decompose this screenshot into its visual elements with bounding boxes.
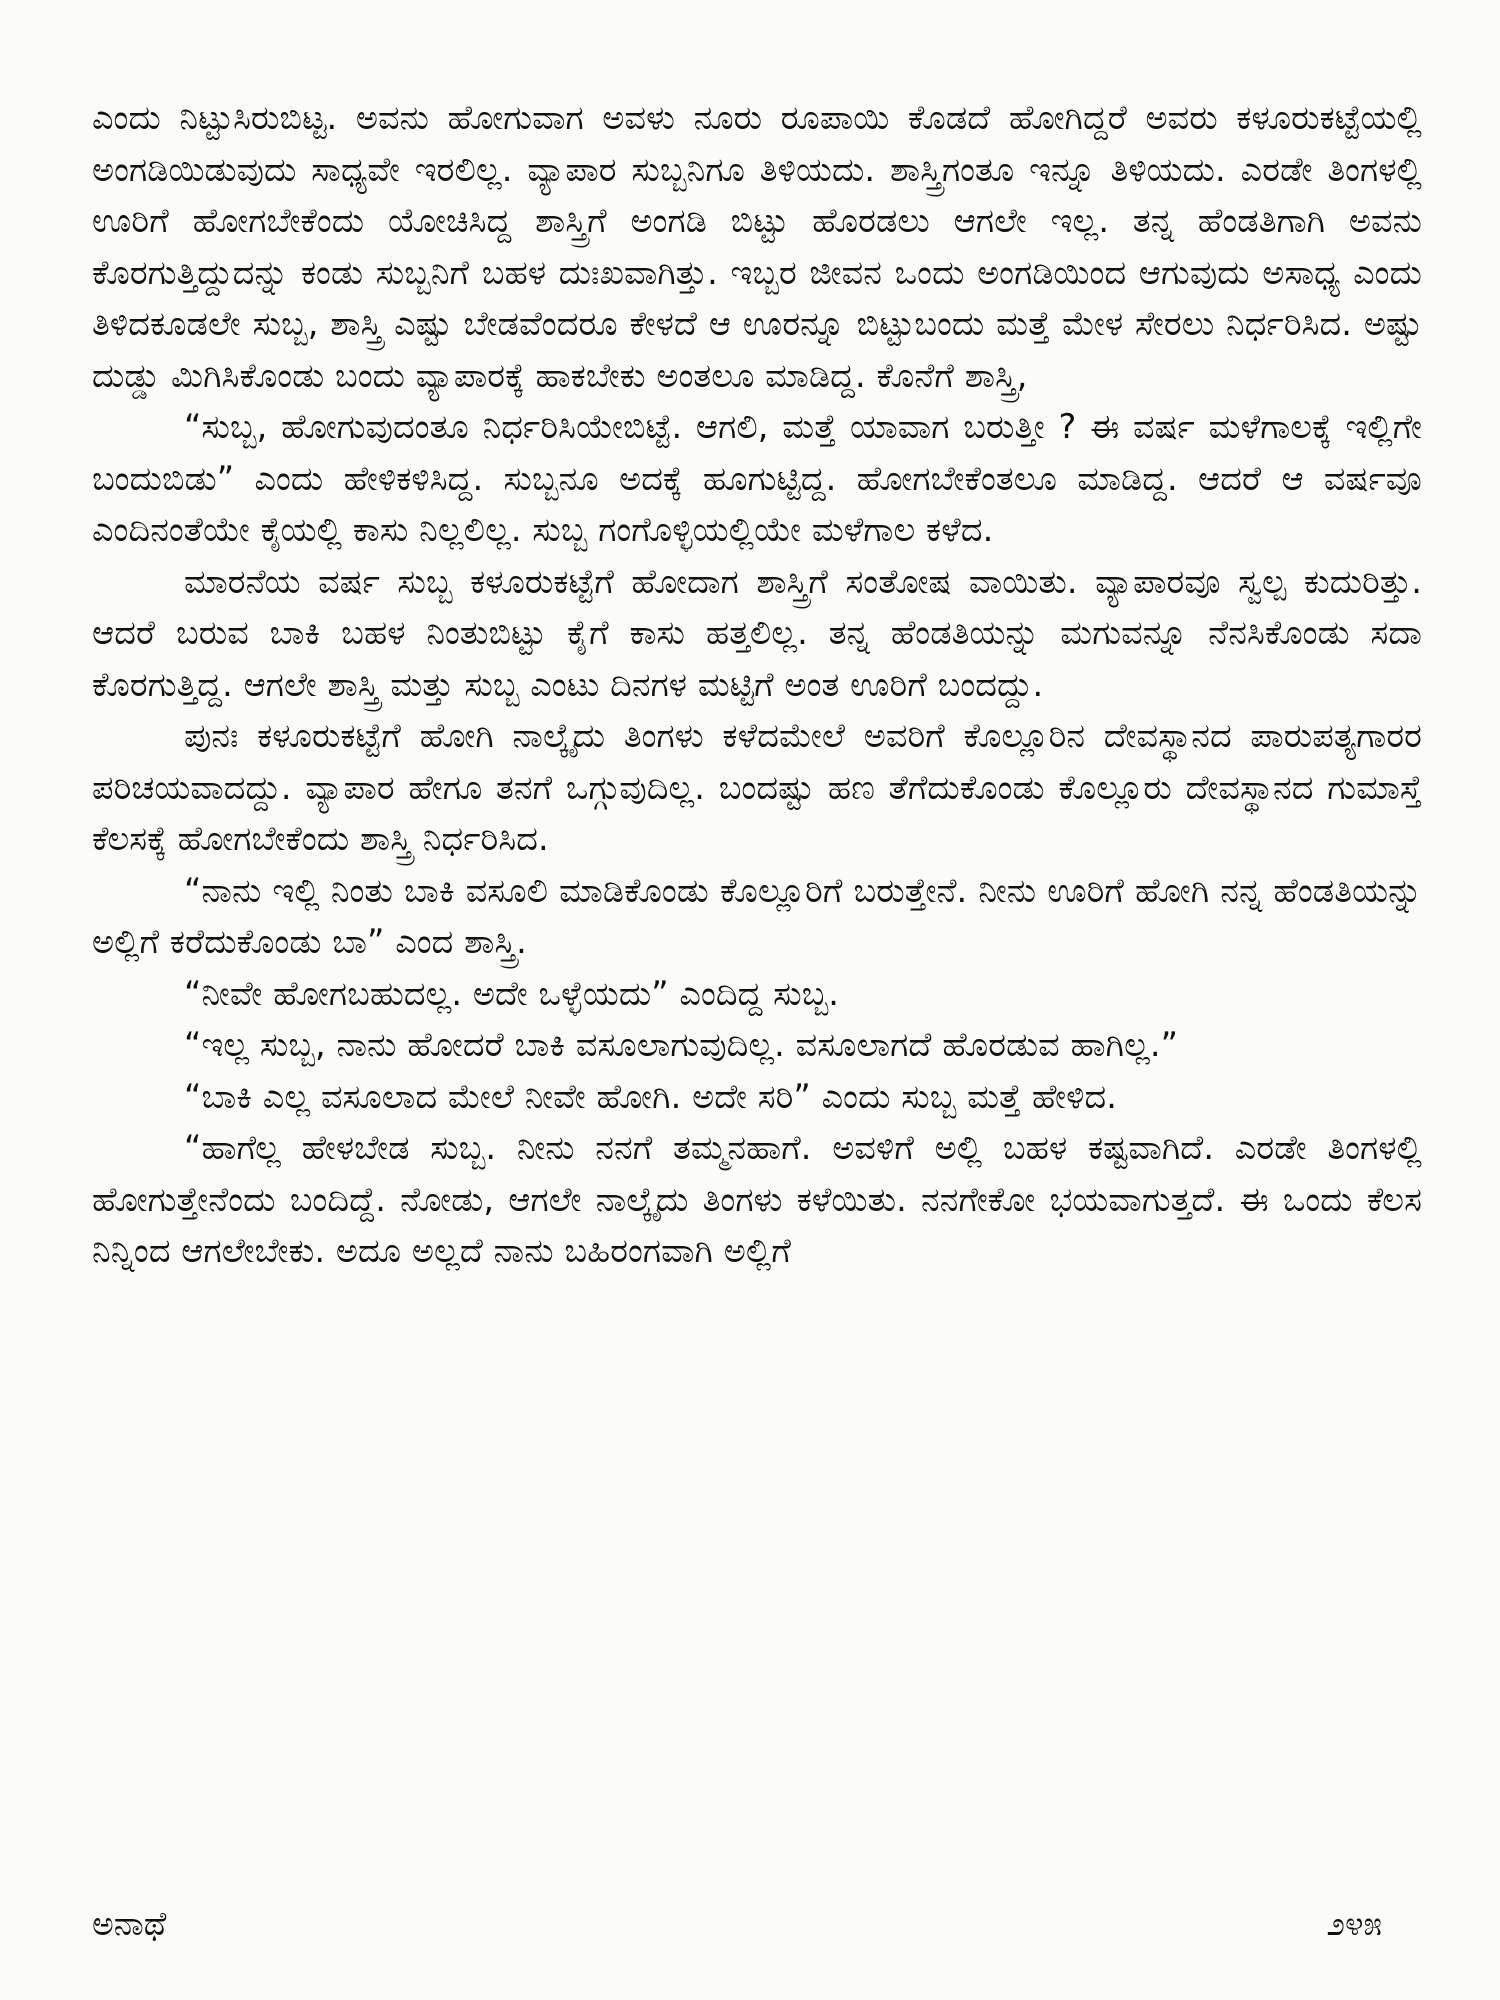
paragraph-7: “ಇಲ್ಲ ಸುಬ್ಬ, ನಾನು ಹೋದರೆ ಬಾಕಿ ವಸೂಲಾಗುವುದಿಲ್ಲ. ವಸೂಲಾಗದೆ ಹೊರಡುವ ಹಾಗಿಲ್ಲ.” [184,1025,1179,1064]
paragraph-2: “ಸುಬ್ಬ, ಹೋಗುವುದಂತೂ ನಿರ್ಧರಿಸಿಯೇಬಿಟ್ಟೆ. ಆಗಲಿ, ಮತ್ತೆ ಯಾವಾಗ ಬರುತ್ತೀ ? ಈ ವರ್ಷ ಮಳೆಗಾಲಕ್ಕೆ ಇಲ್ಲಿಗೇ ಬಂದುಬಿಡು” ಎಂದು ಹೇಳಿಕಳಿಸಿದ್ದ. ಸುಬ್ಬನೂ ಅದಕ್ಕೆ ಹೂಗುಟ್ಟಿದ್ದ. ಹೋಗಬೇಕೆಂತಲೂ ಮಾಡಿದ್ದ. ಆದರೆ ಆ ವರ್ಷವೂ ಎಂದಿನಂತೆಯೇ ಕೈಯಲ್ಲಿ ಕಾಸು ನಿಲ್ಲಲಿಲ್ಲ. ಸುಬ್ಬ ಗಂಗೊಳ್ಳಿಯಲ್ಲಿಯೇ ಮಳೆಗಾಲ ಕಳೆದ. [92,407,1422,549]
paragraph-3: ಮಾರನೆಯ ವರ್ಷ ಸುಬ್ಬ ಕಳೂರುಕಟ್ಟೆಗೆ ಹೋದಾಗ ಶಾಸ್ತ್ರಿಗೆ ಸಂತೋಷ ವಾಯಿತು. ವ್ಯಾಪಾರವೂ ಸ್ವಲ್ಪ ಕುದುರಿತ್ತು. ಆದರೆ ಬರುವ ಬಾಕಿ ಬಹಳ ನಿಂತುಬಿಟ್ಟು ಕೈಗೆ ಕಾಸು ಹತ್ತಲಿಲ್ಲ. ತನ್ನ ಹೆಂಡತಿಯನ್ನು ಮಗುವನ್ನೂ ನೆನಸಿಕೊಂಡು ಸದಾ ಕೊರಗುತ್ತಿದ್ದ. ಆಗಲೇ ಶಾಸ್ತ್ರಿ ಮತ್ತು ಸುಬ್ಬ ಎಂಟು ದಿನಗಳ ಮಟ್ಟಿಗೆ ಅಂತ ಊರಿಗೆ ಬಂದದ್ದು. [92,561,1422,704]
paragraph-4: ಪುನಃ ಕಳೂರುಕಟ್ಟೆಗೆ ಹೋಗಿ ನಾಲ್ಕೈದು ತಿಂಗಳು ಕಳೆದಮೇಲೆ ಅವರಿಗೆ ಕೊಲ್ಲೂರಿನ ದೇವಸ್ಥಾನದ ಪಾರುಪತ್ಯಗಾರರ ಪರಿಚಯವಾದದ್ದು. ವ್ಯಾಪಾರ ಹೇಗೂ ತನಗೆ ಒಗ್ಗುವುದಿಲ್ಲ. ಬಂದಷ್ಟು ಹಣ ತೆಗೆದುಕೊಂಡು ಕೊಲ್ಲೂರು ದೇವಸ್ಥಾನದ ಗುಮಾಸ್ತೆ ಕೆಲಸಕ್ಕೆ ಹೋಗಬೇಕೆಂದು ಶಾಸ್ತ್ರಿ ನಿರ್ಧರಿಸಿದ. [92,716,1422,858]
paragraph-1: ಎಂದು ನಿಟ್ಟುಸಿರುಬಿಟ್ಟ. ಅವನು ಹೋಗುವಾಗ ಅವಳು ನೂರು ರೂಪಾಯಿ ಕೊಡದೆ ಹೋಗಿದ್ದರೆ ಅವರು ಕಳೂರುಕಟ್ಟೆಯಲ್ಲಿ ಅಂಗಡಿಯಿಡುವುದು ಸಾಧ್ಯವೇ ಇರಲಿಲ್ಲ. ವ್ಯಾಪಾರ ಸುಬ್ಬನಿಗೂ ತಿಳಿಯದು. ಶಾಸ್ತ್ರಿಗಂತೂ ಇನ್ನೂ ತಿಳಿಯದು. ಎರಡೇ ತಿಂಗಳಲ್ಲಿ ಊರಿಗೆ ಹೋಗಬೇಕೆಂದು ಯೋಚಿಸಿದ್ದ ಶಾಸ್ತ್ರಿಗೆ ಅಂಗಡಿ ಬಿಟ್ಟು ಹೊರಡಲು ಆಗಲೇ ಇಲ್ಲ. ತನ್ನ ಹೆಂಡತಿಗಾಗಿ ಅವನು ಕೊರಗುತ್ತಿದ್ದುದನ್ನು ಕಂಡು ಸುಬ್ಬನಿಗೆ ಬಹಳ ದುಃಖವಾಗಿತ್ತು. ಇಬ್ಬರ ಜೀವನ ಒಂದು ಅಂಗಡಿಯಿಂದ ಆಗುವುದು ಅಸಾಧ್ಯ ಎಂದು ತಿಳಿದಕೂಡಲೇ ಸುಬ್ಬ, ಶಾಸ್ತ್ರಿ ಎಷ್ಟು ಬೇಡವೆಂದರೂ ಕೇಳದೆ ಆ ಊರನ್ನೂ ಬಿಟ್ಟುಬಂದು ಮತ್ತೆ ಮೇಳ ಸೇರಲು ನಿರ್ಧರಿಸಿದ. ಅಷ್ಟು ದುಡ್ಡು ಮಿಗಿಸಿಕೊಂಡು ಬಂದು ವ್ಯಾಪಾರಕ್ಕೆ ಹಾಕಬೇಕು ಅಂತಲೂ ಮಾಡಿದ್ದ. ಕೊನೆಗೆ ಶಾಸ್ತ್ರಿ, [92,98,1422,395]
paragraph-5: “ನಾನು ಇಲ್ಲಿ ನಿಂತು ಬಾಕಿ ವಸೂಲಿ ಮಾಡಿಕೊಂಡು ಕೊಲ್ಲೂರಿಗೆ ಬರುತ್ತೇನೆ. ನೀನು ಊರಿಗೆ ಹೋಗಿ ನನ್ನ ಹೆಂಡತಿಯನ್ನು ಅಲ್ಲಿಗೆ ಕರೆದುಕೊಂಡು ಬಾ” ಎಂದ ಶಾಸ್ತ್ರಿ. [92,870,1422,961]
book-title: ಅನಾಥೆ [92,1904,167,1943]
paragraph-8: “ಬಾಕಿ ಎಲ್ಲ ವಸೂಲಾದ ಮೇಲೆ ನೀವೇ ಹೋಗಿ. ಅದೇ ಸರಿ” ಎಂದು ಸುಬ್ಬ ಮತ್ತೆ ಹೇಳಿದ. [184,1076,1118,1116]
paragraph-9: “ಹಾಗೆಲ್ಲ ಹೇಳಬೇಡ ಸುಬ್ಬ. ನೀನು ನನಗೆ ತಮ್ಮನಹಾಗೆ. ಅವಳಿಗೆ ಅಲ್ಲಿ ಬಹಳ ಕಷ್ಟವಾಗಿದೆ. ಎರಡೇ ತಿಂಗಳಲ್ಲಿ ಹೋಗುತ್ತೇನೆಂದು ಬಂದಿದ್ದೆ. ನೋಡು, ಆಗಲೇ ನಾಲ್ಕೈದು ತಿಂಗಳು ಕಳೆಯಿತು. ನನಗೇಕೋ ಭಯವಾಗುತ್ತದೆ. ಈ ಒಂದು ಕೆಲಸ ನಿನ್ನಿಂದ ಆಗಲೇಬೇಕು. ಅದೂ ಅಲ್ಲದೆ ನಾನು ಬಹಿರಂಗವಾಗಿ ಅಲ್ಲಿಗೆ [92,1128,1422,1270]
page-body [92,92,1422,1277]
paragraph-6: “ನೀವೇ ಹೋಗಬಹುದಲ್ಲ. ಅದೇ ಒಳ್ಳೆಯದು” ಎಂದಿದ್ದ ಸುಬ್ಬ. [184,973,840,1013]
page-number: ೨೪೫ [1326,1904,1382,1943]
